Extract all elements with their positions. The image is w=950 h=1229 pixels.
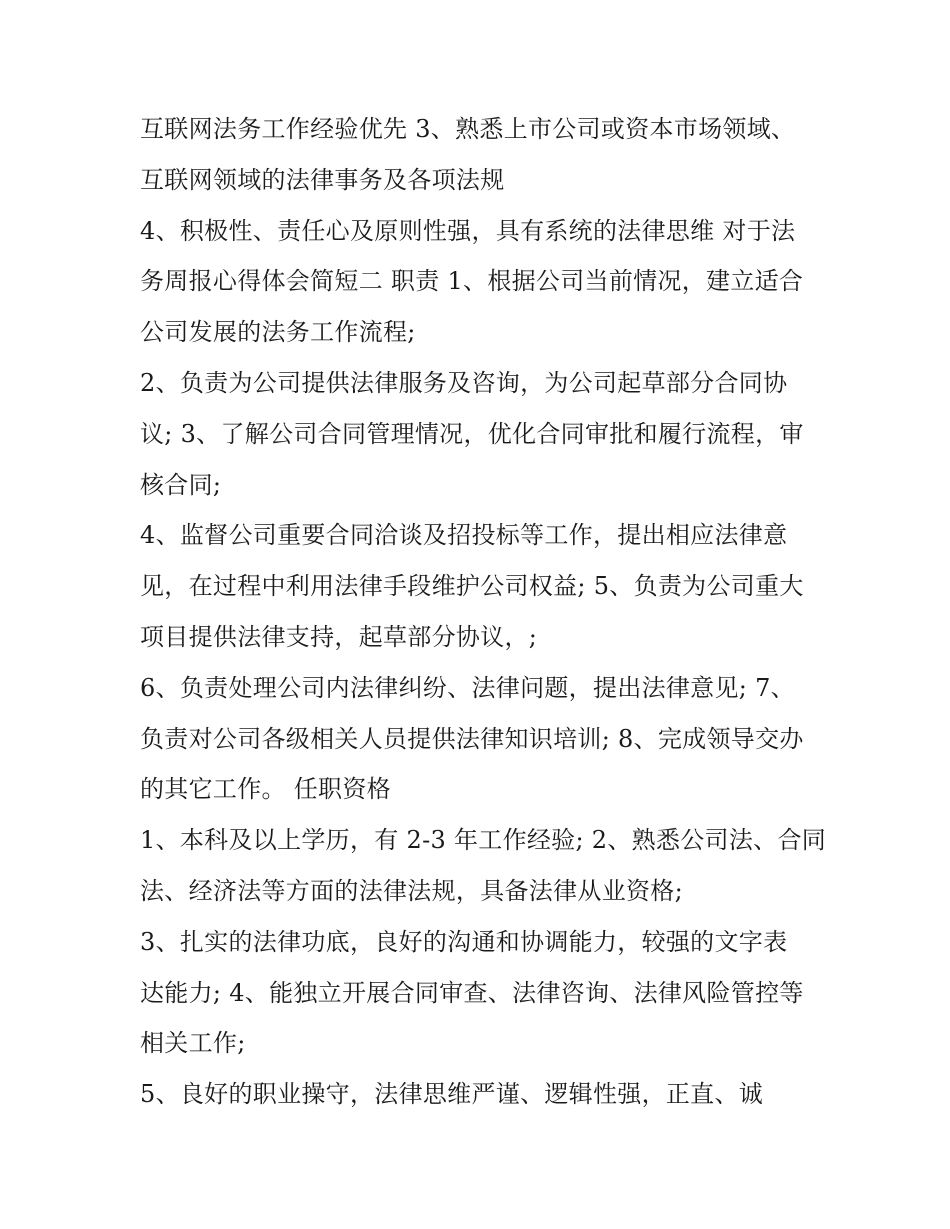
- text-line: 互联网领域的法律事务及各项法规: [140, 165, 505, 194]
- text-line: 核合同;: [140, 470, 222, 499]
- text-line: 项目提供法律支持，起草部分协议，;: [140, 622, 538, 651]
- text-line: 6、负责处理公司内法律纠纷、法律问题，提出法律意见; 7、: [140, 673, 795, 702]
- text-line: 见，在过程中利用法律手段维护公司权益; 5、负责为公司重大: [140, 572, 804, 601]
- text-line: 负责对公司各级相关人员提供法律知识培训; 8、完成领导交办: [140, 724, 804, 753]
- text-line: 议; 3、了解公司合同管理情况，优化合同审批和履行流程，审: [140, 419, 804, 448]
- text-line: 的其它工作。 任职资格: [140, 775, 391, 804]
- text-line: 相关工作;: [140, 1029, 246, 1058]
- text-line: 3、扎实的法律功底，良好的沟通和协调能力，较强的文字表: [140, 927, 788, 956]
- text-line: 2、负责为公司提供法律服务及咨询，为公司起草部分合同协: [140, 368, 788, 397]
- text-line: 互联网法务工作经验优先 3、熟悉上市公司或资本市场领域、: [140, 115, 796, 143]
- text-line: 4、监督公司重要合同洽谈及招投标等工作，提出相应法律意: [140, 521, 788, 550]
- text-line: 4、积极性、责任心及原则性强，具有系统的法律思维 对于法: [140, 216, 796, 245]
- text-line: 务周报心得体会简短二 职责 1、根据公司当前情况，建立适合: [140, 267, 804, 296]
- text-line: 法、经济法等方面的法律法规，具备法律从业资格;: [140, 876, 683, 905]
- text-line: 达能力; 4、能独立开展合同审查、法律咨询、法律风险管控等: [140, 978, 804, 1007]
- document-body: [140, 104, 827, 1120]
- text-line: 5、良好的职业操守，法律思维严谨、逻辑性强，正直、诚: [140, 1080, 764, 1109]
- text-line: 公司发展的法务工作流程;: [140, 318, 416, 347]
- text-line: 1、本科及以上学历，有 2-3 年工作经验; 2、熟悉公司法、合同: [140, 826, 827, 855]
